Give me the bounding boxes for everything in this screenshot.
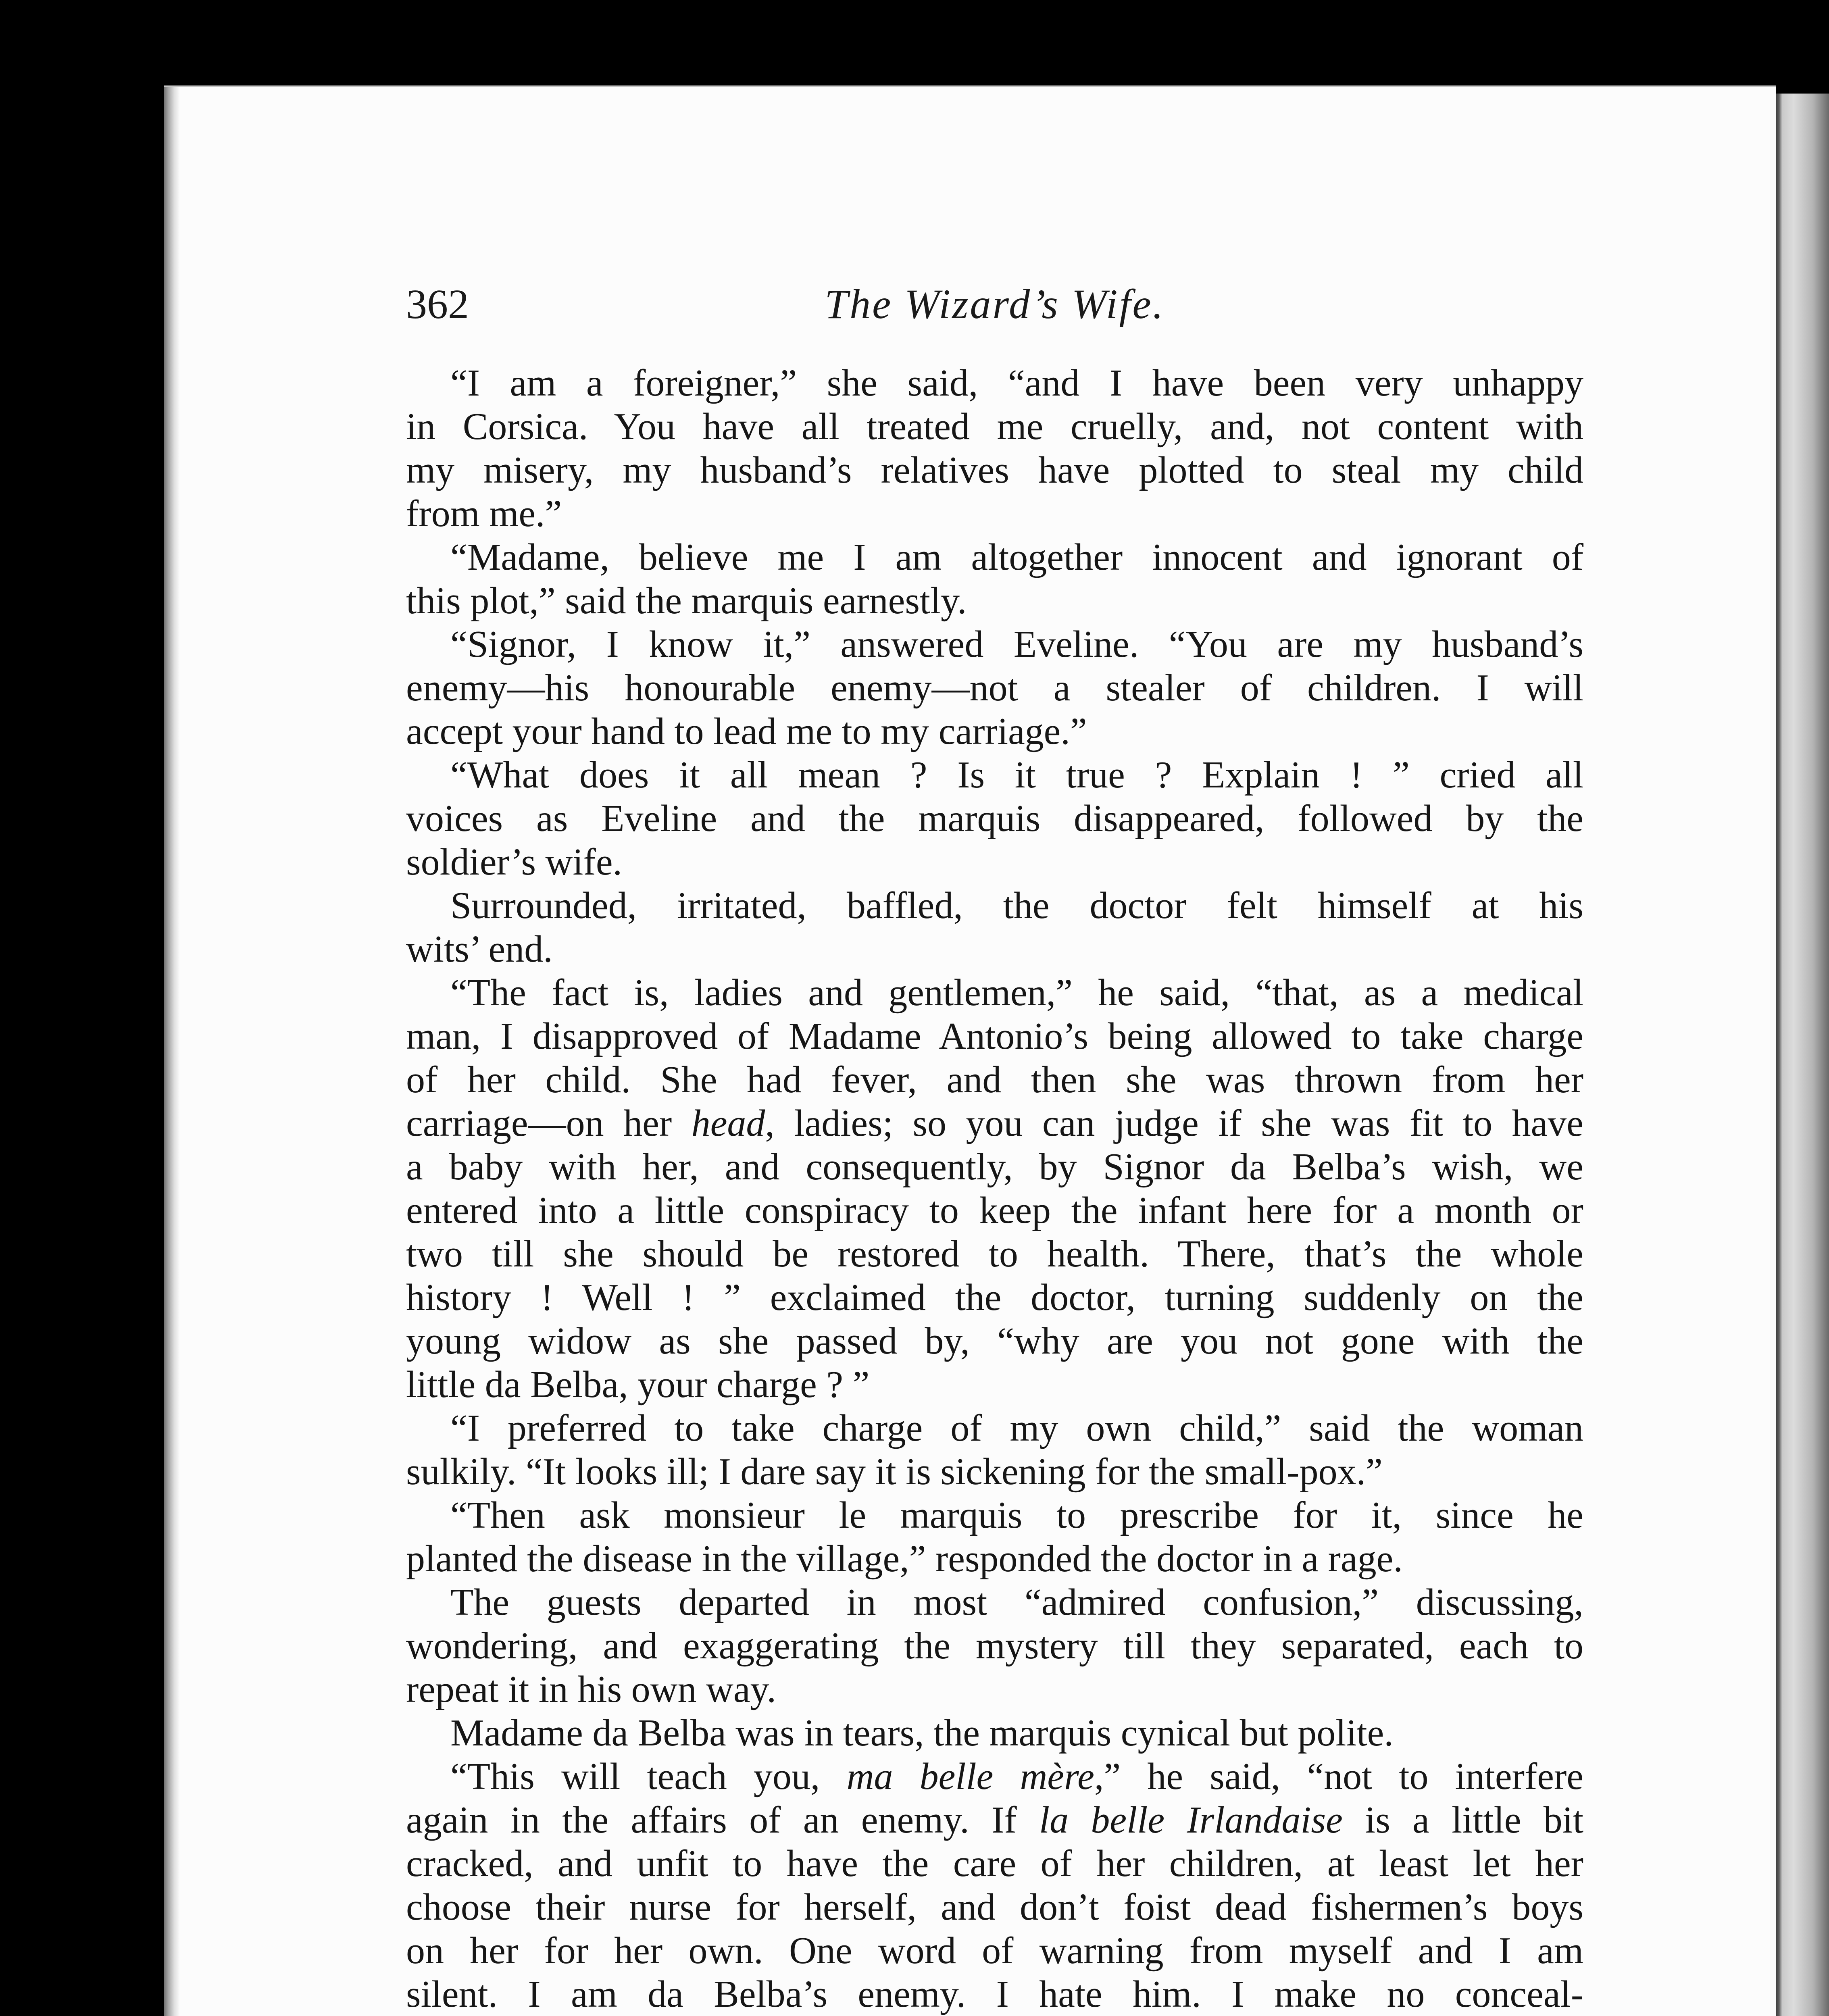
text-line: choose their nurse for herself, and don’t foist dead fishermen’s boys [406,1886,1583,1928]
text-line: “I preferred to take charge of my own child,” said the woman [450,1407,1583,1449]
text-line: Surrounded, irritated, baffled, the doctor felt himself at his [450,885,1583,927]
text-line: in Corsica. You have all treated me cruelly, and, not content with [406,406,1583,448]
running-head [406,280,1583,329]
text-line: “What does it all mean ? Is it true ? Explain ! ” cried all [450,754,1583,796]
text-line: “Then ask monsieur le marquis to prescribe for it, since he [450,1494,1583,1536]
text-line: man, I disapproved of Madame Antonio’s being allowed to take charge [406,1015,1583,1057]
italic-text: ma belle mère [846,1756,1094,1797]
text-line: a baby with her, and consequently, by Signor da Belba’s wish, we [406,1146,1583,1188]
text-line: soldier’s wife. [406,841,623,883]
text-line: enemy—his honourable enemy—not a stealer of children. I will [406,667,1583,709]
text-segment: “This will teach you, [450,1756,847,1797]
paragraph [406,1406,1583,1493]
next-page-edge [1776,94,1829,2016]
text-line: two till she should be restored to health. There, that’s the whole [406,1233,1583,1275]
text-segment: ,” he said, “not to interfere [1094,1756,1583,1797]
text-line: sulkily. “It looks ill; I dare say it is sickening for the small-pox.” [406,1451,1383,1493]
paragraph [406,1755,1583,2016]
body-text [406,361,1583,2016]
book-page [164,85,1776,2016]
text-line: silent. I am da Belba’s enemy. I hate him. I make no conceal- [406,1973,1583,2015]
text-line: of her child. She had fever, and then she was thrown from her [406,1059,1583,1101]
text-line: wondering, and exaggerating the mystery till they separated, each to [406,1625,1583,1667]
running-title: The Wizard’s Wife. [825,281,1165,327]
italic-text: head [691,1102,765,1144]
paragraph [406,361,1583,535]
text-line: little da Belba, your charge ? ” [406,1364,870,1406]
page-gutter-shadow [164,87,180,2016]
text-segment: is a little bit [1342,1799,1583,1841]
text-line [406,1102,1583,1145]
text-line: The guests departed in most “admired confusion,” discussing, [450,1581,1583,1623]
text-line: accept your hand to lead me to my carriage.” [406,710,1087,752]
text-line: cracked, and unfit to have the care of her children, at least let her [406,1843,1583,1885]
page-number: 362 [406,281,469,327]
text-line: my misery, my husband’s relatives have plotted to steal my child [406,449,1583,491]
text-line: voices as Eveline and the marquis disappeared, followed by the [406,798,1583,839]
text-line: repeat it in his own way. [406,1668,777,1710]
paragraph [406,1493,1583,1581]
text-line: this plot,” said the marquis earnestly. [406,580,967,622]
text-segment: carriage—on her [406,1102,692,1144]
text-line: Madame da Belba was in tears, the marquis cynical but polite. [450,1712,1394,1754]
text-line: history ! Well ! ” exclaimed the doctor, turning suddenly on the [406,1277,1583,1318]
text-segment: , ladies; so you can judge if she was fit to have [765,1102,1583,1144]
text-line: young widow as she passed by, “why are you not gone with the [406,1320,1583,1362]
text-line [406,1798,1583,1842]
paragraph [406,884,1583,971]
text-line: entered into a little conspiracy to keep the infant here for a month or [406,1189,1583,1231]
text-line: “I am a foreigner,” she said, “and I have been very unhappy [450,362,1583,404]
paragraph [406,535,1583,623]
text-line: from me.” [406,493,562,535]
text-line: “Madame, believe me I am altogether innocent and ignorant of [450,536,1583,578]
text-line: wits’ end. [406,928,553,970]
text-line: “The fact is, ladies and gentlemen,” he said, “that, as a medical [450,972,1583,1014]
paragraph [406,623,1583,753]
text-line [406,1755,1583,1798]
paragraph [406,971,1583,1406]
text-line: on her for her own. One word of warning from myself and I am [406,1930,1583,1972]
paragraph [406,1711,1583,1755]
text-line: planted the disease in the village,” responded the doctor in a rage. [406,1538,1403,1580]
text-segment: again in the affairs of an enemy. If [406,1799,1039,1841]
paragraph [406,1581,1583,1711]
text-line: “Signor, I know it,” answered Eveline. “You are my husband’s [450,623,1583,665]
italic-text: la belle Irlandaise [1039,1799,1343,1841]
paragraph [406,753,1583,884]
